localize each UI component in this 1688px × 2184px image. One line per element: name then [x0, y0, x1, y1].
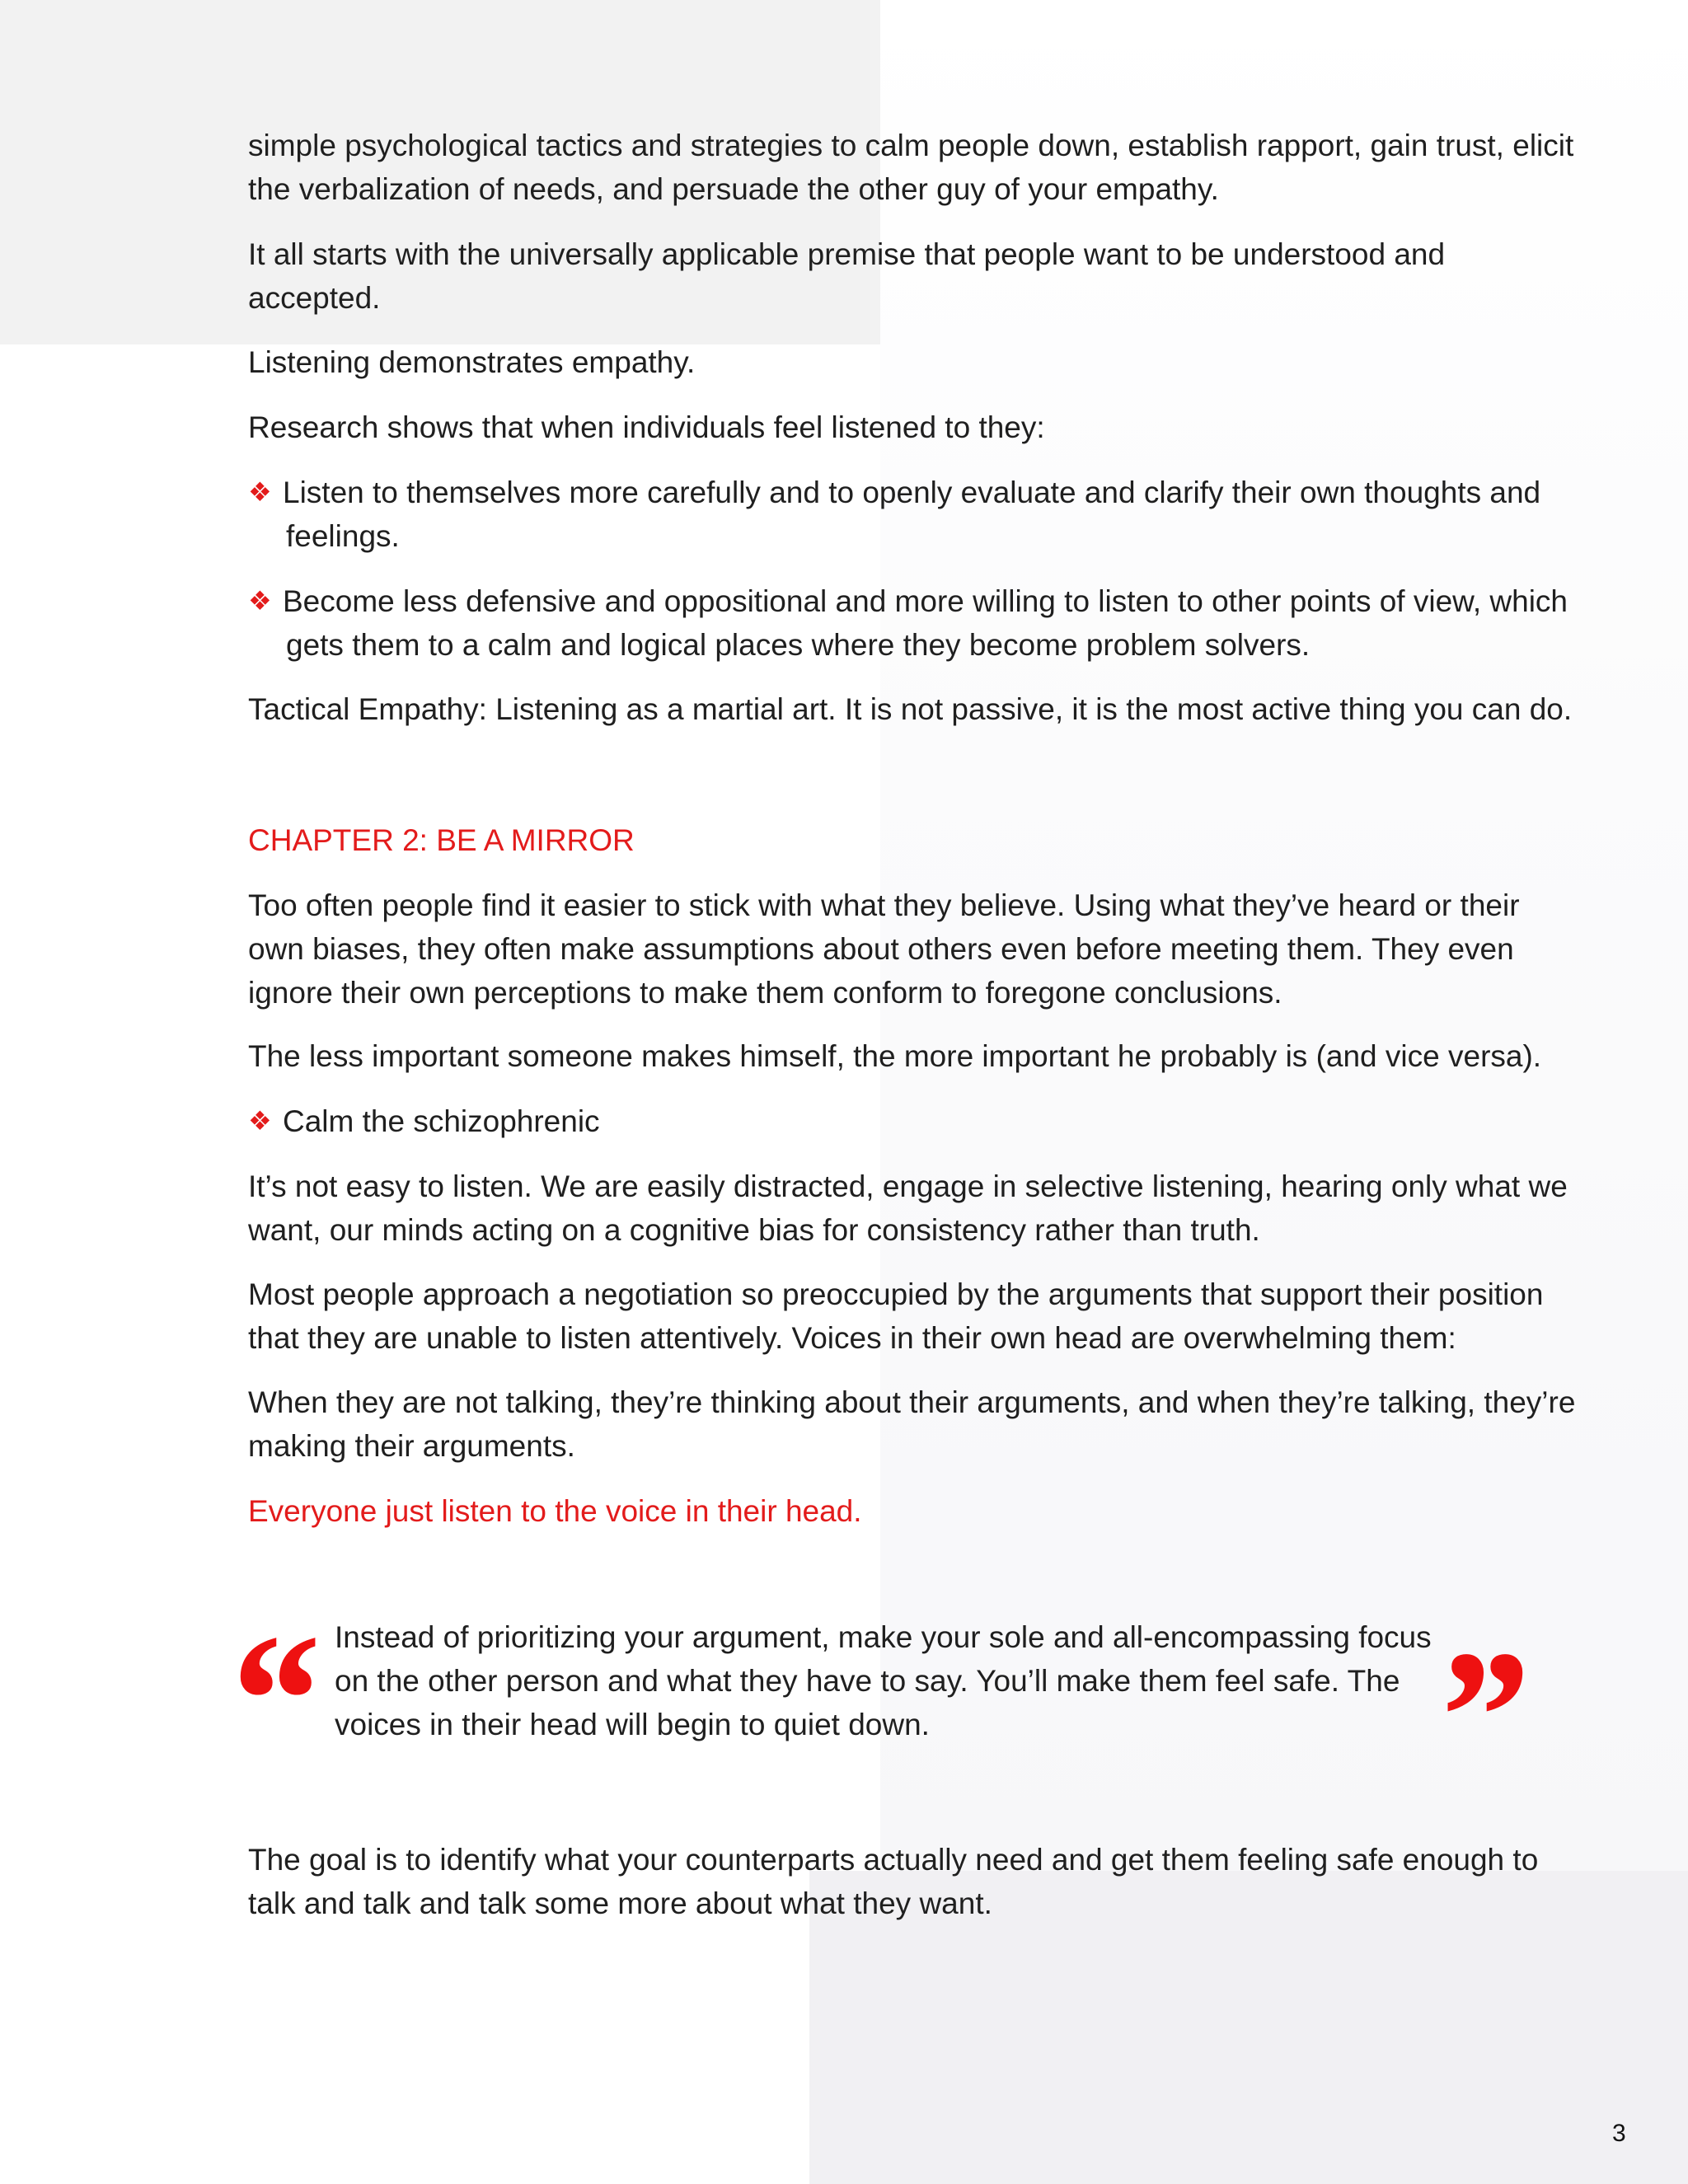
bullet-text — [283, 471, 1540, 558]
text-line: own biases, they often make assumptions about others even before meeting them. They even — [248, 932, 1514, 966]
text-line: talk and talk and talk some more about what they want. — [248, 1886, 992, 1920]
bullet-text — [283, 1099, 600, 1143]
heading-text: CHAPTER 2: BE A MIRROR — [248, 823, 635, 857]
paragraph-premise — [248, 232, 1583, 320]
chapter-heading — [248, 818, 1583, 862]
bullet-text — [283, 579, 1568, 667]
paragraph-intro — [248, 124, 1583, 211]
diamond-bullet-icon: ❖ — [248, 1106, 272, 1136]
paragraph-research — [248, 405, 1583, 449]
close-quote-icon: ” — [1431, 1611, 1526, 1821]
text-line: Too often people find it easier to stick with what they believe. Using what they’ve heard or their — [248, 888, 1520, 922]
text-line: gets them to a calm and logical places where they become problem solvers. — [286, 628, 1311, 662]
text-line: Calm the schizophrenic — [283, 1104, 600, 1138]
paragraph-goal — [248, 1838, 1583, 1925]
text-line: the verbalization of needs, and persuade the other guy of your empathy. — [248, 172, 1219, 206]
text-line: Most people approach a negotiation so preoccupied by the arguments that support their position — [248, 1277, 1544, 1311]
paragraph-assumptions — [248, 883, 1583, 1015]
paragraph-not-easy — [248, 1165, 1583, 1252]
text-line: ignore their own perceptions to make them conform to foregone conclusions. — [248, 976, 1282, 1010]
paragraph-preoccupied — [248, 1272, 1583, 1360]
text-line: Tactical Empathy: Listening as a martial art. It is not passive, it is the most active thing you can do. — [248, 692, 1573, 726]
text-line: Everyone just listen to the voice in their head. — [248, 1494, 862, 1528]
paragraph-importance — [248, 1034, 1583, 1078]
paragraph-listening-empathy — [248, 340, 1583, 384]
text-line: The less important someone makes himself, the more important he probably is (and vice versa). — [248, 1039, 1542, 1073]
text-line: Listen to themselves more carefully and to openly evaluate and clarify their own thoughts and — [283, 476, 1541, 509]
text-line: voices in their head will begin to quiet down. — [335, 1708, 930, 1741]
diamond-bullet-icon: ❖ — [248, 586, 272, 616]
paragraph-tactical-empathy — [248, 687, 1583, 731]
text-line: Research shows that when individuals feel listened to they: — [248, 410, 1045, 444]
text-line: on the other person and what they have to say. You’ll make them feel safe. The — [335, 1664, 1400, 1698]
text-line: Listening demonstrates empathy. — [248, 345, 696, 379]
text-line: The goal is to identify what your counterparts actually need and get them feeling safe enough to — [248, 1843, 1539, 1877]
text-line: Instead of prioritizing your argument, make your sole and all-encompassing focus — [335, 1620, 1432, 1654]
text-line: that they are unable to listen attentively. Voices in their own head are overwhelming them: — [248, 1321, 1456, 1355]
text-line: Become less defensive and oppositional and more willing to listen to other points of view, which — [283, 584, 1568, 618]
pull-quote — [223, 1595, 1526, 1821]
text-line: It all starts with the universally applicable premise that people want to be understood and — [248, 237, 1446, 271]
open-quote-icon: “ — [223, 1595, 317, 1805]
text-line: accepted. — [248, 281, 381, 315]
text-line: simple psychological tactics and strategies to calm people down, establish rapport, gain trust, elicit — [248, 129, 1574, 162]
text-line: want, our minds acting on a cognitive bias for consistency rather than truth. — [248, 1213, 1260, 1247]
highlight-line — [248, 1489, 1583, 1533]
page-number: 3 — [1612, 2120, 1626, 2147]
paragraph-arguments — [248, 1380, 1583, 1468]
text-line: It’s not easy to listen. We are easily distracted, engage in selective listening, hearing only what we — [248, 1169, 1568, 1203]
diamond-bullet-icon: ❖ — [248, 477, 272, 507]
text-line: feelings. — [286, 519, 400, 553]
text-line: making their arguments. — [248, 1429, 575, 1463]
text-line: When they are not talking, they’re thinking about their arguments, and when they’re talking, they’re — [248, 1385, 1576, 1419]
